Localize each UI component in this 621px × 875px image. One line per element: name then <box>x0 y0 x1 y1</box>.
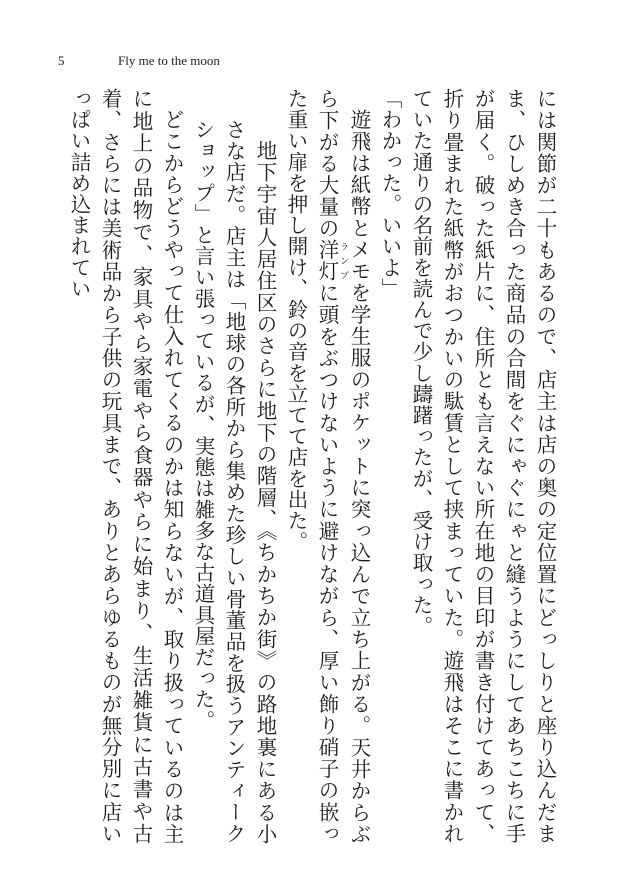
vertical-body-text <box>64 88 560 844</box>
paragraph-5: どこからどうやって仕入れてくるのかは知らないが、取り扱っているのは主に地上の品物で、家具やら家電やら食器やらに始まり、生活雑貨に古書や古着、さらには美術品から子供の玩具まで、ありとあらゆるものが無分別に店いっぱい詰め込まれてい <box>67 88 184 844</box>
ruby-lamp <box>315 239 348 283</box>
page-number: 5 <box>58 53 65 68</box>
ruby-base: 洋灯 <box>315 239 339 283</box>
paragraph-3-part-2: に頭をぶつけないように避けながら、厚い飾り硝子の嵌った重い扉を押し開け、鈴の音を立てて店を出た。 <box>284 88 339 844</box>
ruby-reading: ランプ <box>338 239 348 283</box>
paragraph-3-part-1: 遊飛は紙幣とメモを学生服のポケットに突っ込んで立ち上がる。天井からぶら下がる大量の <box>315 88 371 844</box>
dialogue-paragraph: 「わかった。いいよ」 <box>378 88 402 299</box>
paragraph-4: 地下宇宙人居住区のさらに地下の階層、《ちかちか街》の路地裏にある小さな店だ。店主は「地球の各所から集めた珍しい骨董品を扱うアンティークショップ」と言い張っているが、実態は雑多な古道具屋だった。 <box>191 119 277 844</box>
paragraph-1: には関節が二十もあるので、店主は店の奥の定位置にどっしりと座り込んだまま、ひしめき合った商品の合間をぐにゃぐにゃと縫うようにしてあちこちに手が届く。破った紙片に、住所とも言えない所在地の目印が書き付けてあって、折り畳まれた紙幣がおつかいの駄賃として挟まっていた。遊飛はそこに書かれていた通りの名前を読んで少し躊躇ったが、受け取った。 <box>409 88 557 844</box>
paragraph-3 <box>280 88 374 844</box>
page-header <box>58 53 220 73</box>
running-title: Fly me to the moon <box>118 53 220 68</box>
